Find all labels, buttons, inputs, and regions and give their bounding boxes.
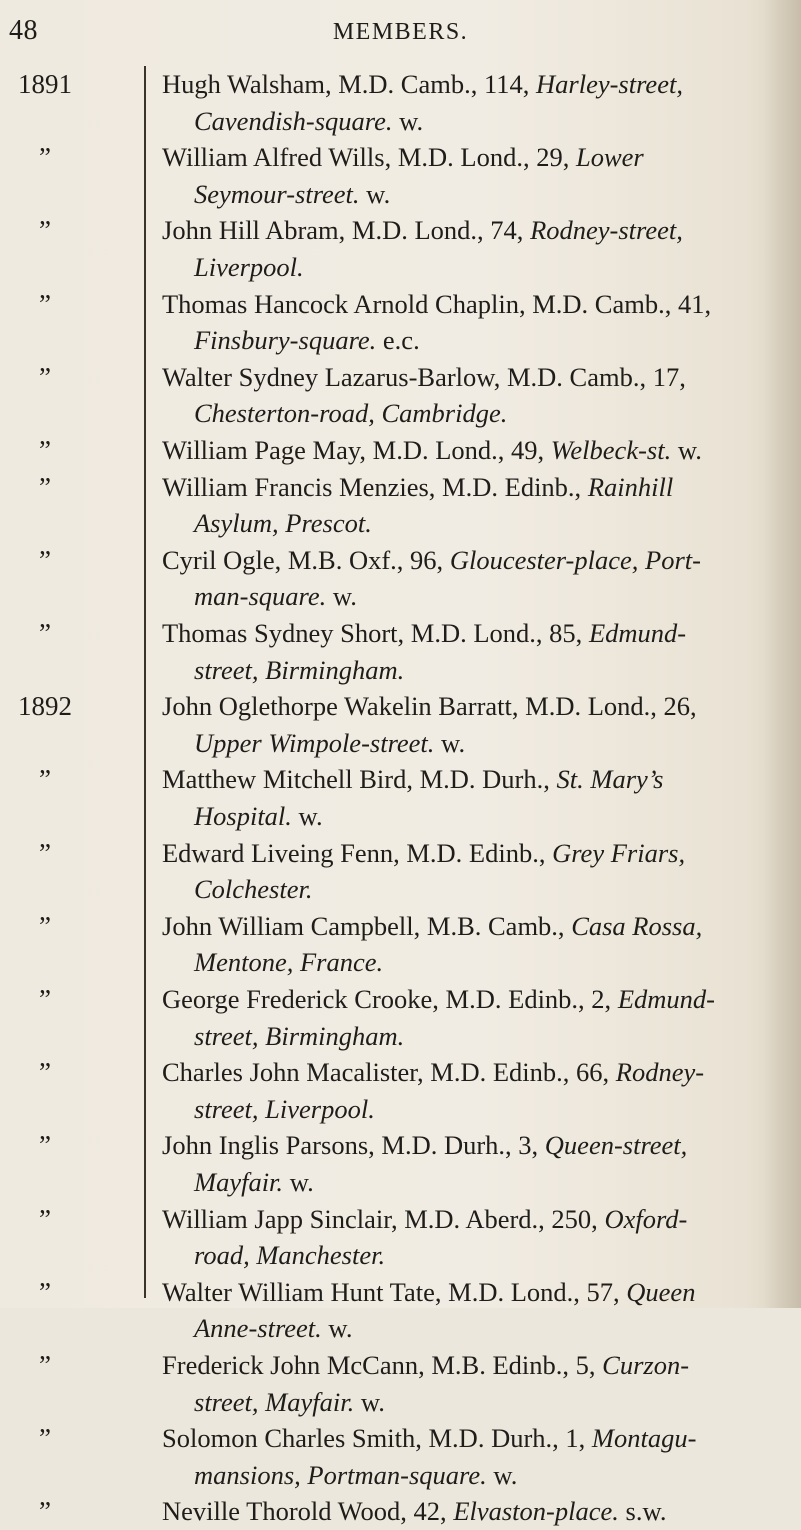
member-name-and-degree: Thomas Sydney Short, M.D. Lond., 85,: [162, 618, 589, 648]
entry-continuation-line: [162, 322, 774, 359]
year-mark: 1892: [18, 691, 72, 722]
address-text: Rainhill: [587, 471, 674, 502]
entry-line: [162, 1274, 774, 1311]
member-entry: [162, 1420, 774, 1493]
member-name-and-degree: William Page May, M.D. Lond., 49,: [162, 435, 551, 465]
entry-continuation-line: [162, 725, 774, 762]
entry-continuation-line: [162, 798, 774, 835]
entry-continuation-line: [162, 1457, 774, 1494]
address-text: Gloucester-place, Port-: [449, 544, 701, 575]
entry-line: [162, 432, 774, 469]
member-entry: [162, 1274, 774, 1347]
entry-continuation-line: [162, 1164, 774, 1201]
postal-district: w.: [434, 727, 466, 758]
member-name-and-degree: John Inglis Parsons, M.D. Durh., 3,: [162, 1130, 545, 1161]
address-text: St. Mary’s: [556, 764, 664, 795]
member-name-and-degree: Walter Sydney Lazarus-Barlow, M.D. Camb., 17,: [162, 361, 686, 392]
address-text: Edmund-: [588, 618, 687, 648]
address-text: Oxford-: [604, 1203, 688, 1234]
ditto-mark: ”: [39, 1203, 51, 1234]
postal-district: w.: [283, 1166, 314, 1197]
address-text: Chesterton-road, Cambridge.: [194, 398, 508, 429]
entry-line: [162, 615, 774, 652]
address-text: Queen: [626, 1276, 696, 1307]
member-entry: [162, 908, 774, 981]
member-name-and-degree: Matthew Mitchell Bird, M.D. Durh.,: [162, 764, 557, 795]
postal-district: w.: [354, 1386, 385, 1417]
postal-district: w.: [291, 800, 323, 831]
address-text: Curzon-: [602, 1350, 690, 1380]
ditto-mark: ”: [39, 1057, 51, 1088]
member-name-and-degree: Cyril Ogle, M.B. Oxf., 96,: [162, 544, 450, 575]
address-text: street, Liverpool.: [194, 1093, 375, 1124]
member-entry: [162, 1201, 774, 1274]
address-text: street, Birmingham.: [194, 654, 405, 685]
page-number: 48: [9, 15, 38, 46]
member-entry: [162, 1127, 774, 1200]
member-name-and-degree: John Hill Abram, M.D. Lond., 74,: [162, 215, 531, 246]
address-text: Elvaston-place.: [453, 1496, 619, 1527]
address-text: Upper Wimpole-street.: [194, 727, 435, 758]
address-text: Montagu-: [591, 1423, 697, 1454]
member-entry: [162, 981, 774, 1054]
entry-line: [162, 359, 774, 396]
postal-district: w.: [392, 105, 424, 136]
member-name-and-degree: William Alfred Wills, M.D. Lond., 29,: [162, 142, 576, 173]
address-text: Asylum, Prescot.: [194, 508, 372, 539]
member-entry: [162, 1054, 774, 1127]
entry-line: [162, 1201, 774, 1238]
member-entry: [162, 359, 774, 432]
ditto-mark: ”: [39, 1130, 51, 1161]
entry-continuation-line: [162, 578, 774, 615]
address-text: Seymour-street.: [194, 178, 360, 209]
ditto-mark: ”: [39, 1423, 51, 1454]
address-text: Mentone, France.: [194, 947, 384, 978]
member-name-and-degree: Edward Liveing Fenn, M.D. Edinb.,: [162, 837, 553, 868]
member-name-and-degree: Neville Thorold Wood, 42,: [162, 1496, 454, 1527]
entry-line: [162, 835, 774, 872]
entry-continuation-line: [162, 176, 774, 213]
member-entry: [162, 615, 774, 688]
member-name-and-degree: Walter William Hunt Tate, M.D. Lond., 57,: [162, 1276, 627, 1307]
member-name-and-degree: William Francis Menzies, M.D. Edinb.,: [162, 471, 588, 502]
entry-continuation-line: [162, 1310, 774, 1347]
address-text: Lower: [576, 142, 644, 173]
postal-district: e.c.: [376, 325, 420, 356]
address-text: Liverpool.: [194, 251, 304, 282]
member-entry: [162, 1493, 774, 1530]
member-name-and-degree: Solomon Charles Smith, M.D. Durh., 1,: [162, 1423, 592, 1454]
entry-continuation-line: [162, 1237, 774, 1274]
address-text: Rodney-: [615, 1057, 705, 1088]
address-text: Harley-street,: [536, 69, 683, 99]
address-text: Finsbury-square.: [194, 325, 377, 356]
member-name-and-degree: Frederick John McCann, M.B. Edinb., 5,: [162, 1350, 603, 1380]
ditto-mark: ”: [39, 544, 51, 575]
member-entry: [162, 761, 774, 834]
member-entry: [162, 286, 774, 359]
member-name-and-degree: William Japp Sinclair, M.D. Aberd., 250,: [162, 1203, 605, 1234]
member-name-and-degree: John Oglethorpe Wakelin Barratt, M.D. Lond., 26,: [162, 691, 697, 722]
entry-continuation-line: [162, 1018, 774, 1055]
ditto-mark: ”: [39, 618, 51, 648]
ditto-mark: ”: [39, 1276, 51, 1307]
page-header: [0, 14, 801, 48]
entry-continuation-line: [162, 249, 774, 286]
member-entry: [162, 1347, 774, 1420]
address-text: Colchester.: [194, 874, 313, 905]
member-entry: [162, 139, 774, 212]
address-text: Welbeck-st.: [550, 435, 672, 465]
postal-district: w.: [321, 1313, 353, 1344]
entry-line: [162, 212, 774, 249]
entry-continuation-line: [162, 103, 774, 140]
address-text: Edmund-: [617, 984, 715, 1014]
address-text: road, Manchester.: [194, 1240, 386, 1271]
entry-continuation-line: [162, 1384, 774, 1421]
ditto-mark: ”: [39, 288, 51, 319]
address-text: Hospital.: [194, 800, 292, 831]
entry-line: [162, 469, 774, 506]
year-mark: 1891: [18, 69, 72, 99]
entry-line: [162, 1127, 774, 1164]
ditto-mark: ”: [39, 471, 51, 502]
postal-district: w.: [359, 178, 391, 209]
address-text: Queen-street,: [544, 1130, 688, 1161]
entry-line: [162, 286, 774, 323]
ditto-mark: ”: [39, 764, 51, 795]
entry-line: [162, 1054, 774, 1091]
ditto-mark: ”: [39, 1350, 51, 1380]
address-text: Grey Friars,: [552, 837, 686, 868]
address-text: mansions, Portman-square.: [194, 1459, 487, 1490]
entry-line: [162, 66, 774, 103]
address-text: Anne-street.: [194, 1313, 322, 1344]
address-text: Rodney-street,: [530, 215, 683, 246]
entry-line: [162, 761, 774, 798]
ditto-mark: ”: [39, 1496, 51, 1527]
entry-continuation-line: [162, 871, 774, 908]
ditto-mark: ”: [39, 837, 51, 868]
entry-continuation-line: [162, 395, 774, 432]
running-title: MEMBERS.: [332, 19, 469, 45]
entry-continuation-line: [162, 652, 774, 689]
ditto-mark: ”: [39, 910, 51, 941]
postal-district: w.: [326, 581, 357, 612]
member-entry: [162, 66, 774, 139]
entry-continuation-line: [162, 944, 774, 981]
postal-district: w.: [671, 435, 702, 465]
member-name-and-degree: John William Campbell, M.B. Camb.,: [162, 910, 572, 941]
entry-line: [162, 139, 774, 176]
entry-line: [162, 908, 774, 945]
ditto-mark: ”: [39, 435, 51, 465]
address-text: street, Mayfair.: [194, 1386, 355, 1417]
member-name-and-degree: George Frederick Crooke, M.D. Edinb., 2,: [162, 984, 618, 1014]
member-name-and-degree: Charles John Macalister, M.D. Edinb., 66,: [162, 1057, 616, 1088]
entry-line: [162, 1493, 774, 1530]
member-entry: [162, 212, 774, 285]
member-entry: [162, 542, 774, 615]
entry-line: [162, 981, 774, 1018]
entry-line: [162, 1347, 774, 1384]
ditto-mark: ”: [39, 142, 51, 173]
postal-district: s.w.: [618, 1496, 667, 1527]
ditto-mark: ”: [39, 215, 51, 246]
address-text: street, Birmingham.: [194, 1020, 405, 1051]
entry-continuation-line: [162, 505, 774, 542]
member-entry: [162, 835, 774, 908]
address-text: Cavendish-square.: [194, 105, 393, 136]
postal-district: w.: [486, 1459, 518, 1490]
member-entry: [162, 688, 774, 761]
address-text: Mayfair.: [194, 1166, 284, 1197]
entry-line: [162, 542, 774, 579]
entry-line: [162, 688, 774, 725]
column-rule: [144, 66, 146, 1298]
member-entry: [162, 469, 774, 542]
address-text: Casa Rossa,: [571, 910, 703, 941]
ditto-mark: ”: [39, 984, 51, 1014]
entry-continuation-line: [162, 1091, 774, 1128]
ditto-mark: ”: [39, 361, 51, 392]
address-text: man-square.: [194, 581, 327, 612]
entry-line: [162, 1420, 774, 1457]
member-name-and-degree: Hugh Walsham, M.D. Camb., 114,: [162, 69, 537, 99]
member-entry: [162, 432, 774, 469]
member-name-and-degree: Thomas Hancock Arnold Chaplin, M.D. Camb., 41,: [162, 288, 712, 319]
